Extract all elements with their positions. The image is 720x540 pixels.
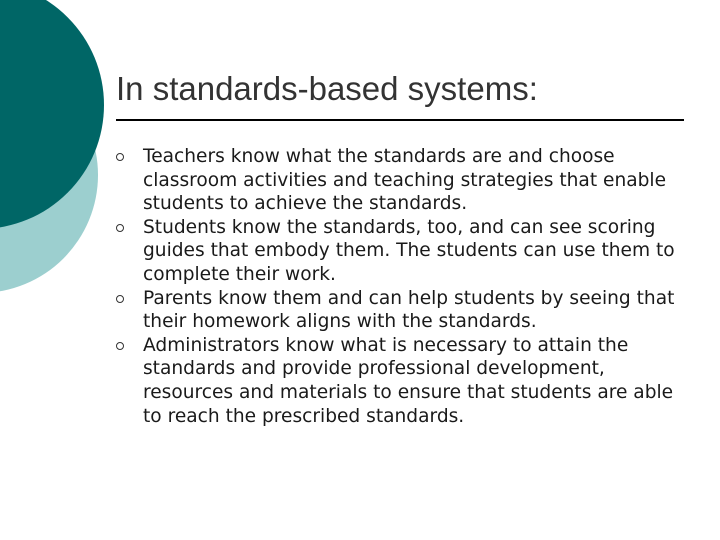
bullet-item-students xyxy=(116,216,676,287)
bullet-circle-icon xyxy=(116,224,124,232)
bullet-item-administrators xyxy=(116,334,676,428)
slide-title: In standards-based systems: xyxy=(116,70,538,107)
bullet-item-parents xyxy=(116,287,676,334)
bullet-text: Parents know them and can help students by seeing that their homework aligns with the standards. xyxy=(143,287,675,333)
bullet-circle-icon xyxy=(116,295,124,303)
title-underline-divider xyxy=(116,119,684,121)
bullet-item-teachers xyxy=(116,145,676,216)
bullet-list xyxy=(116,145,676,428)
bullet-text: Administrators know what is necessary to attain the standards and provide professional development, resources and materials to ensure that students are able to reach the prescribed standards. xyxy=(143,334,674,427)
bullet-text: Teachers know what the standards are and choose classroom activities and teaching strategies that enable students to achieve the standards. xyxy=(143,146,667,215)
bullet-circle-icon xyxy=(116,153,124,161)
bullet-text: Students know the standards, too, and can see scoring guides that embody them. The students can use them to complete their work. xyxy=(143,216,675,285)
bullet-circle-icon xyxy=(116,342,124,350)
decorative-teal-circles xyxy=(0,0,110,300)
